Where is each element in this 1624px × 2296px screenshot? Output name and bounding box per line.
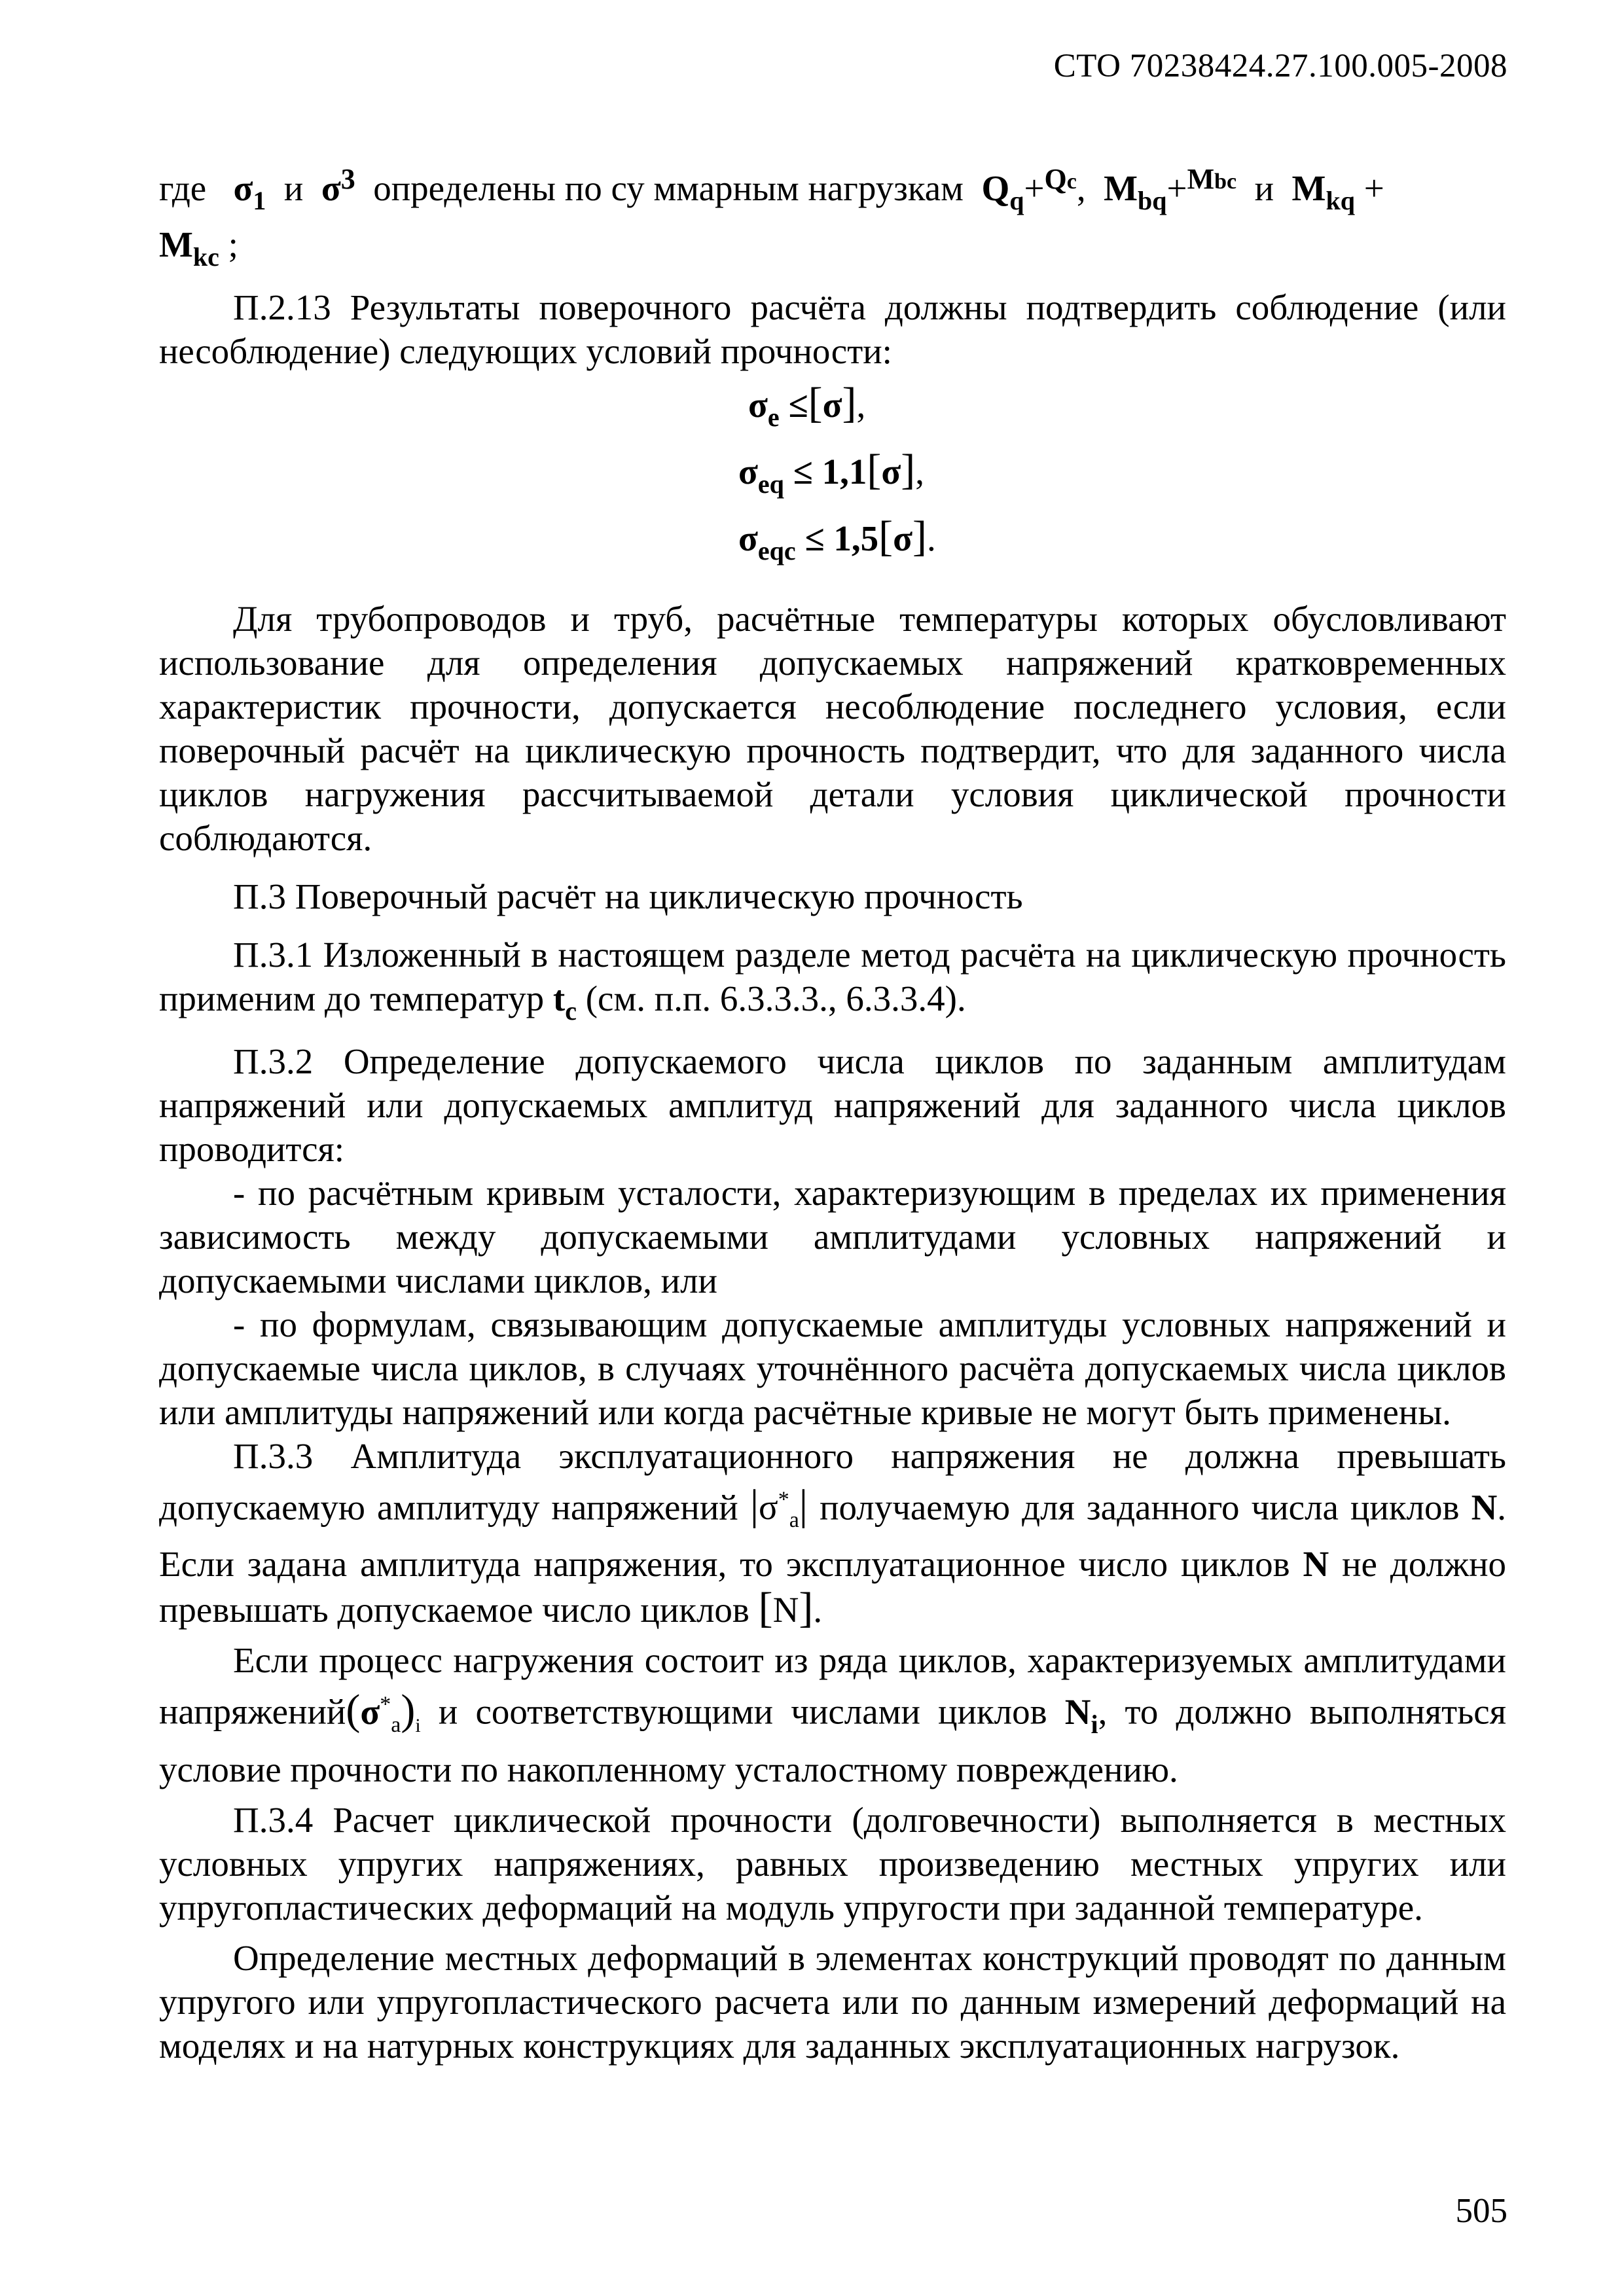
- allowable-cycles-symbol: [N]: [758, 1584, 814, 1632]
- amplitude-i-symbol: $(\sigma^*_a)_i$: [346, 1685, 421, 1737]
- strength-conditions: [159, 377, 1506, 577]
- allowable-amplitude-symbol: $|\sigma^*_a|$: [749, 1481, 808, 1533]
- t-c-symbol: $t_c$: [552, 978, 577, 1026]
- q-c-symbol: Qc: [1044, 163, 1077, 195]
- m-kc-symbol: $M_{kc}$: [159, 224, 219, 272]
- formula-condition-1: $\sigma_e \le[\sigma]$,: [748, 379, 866, 432]
- paragraph-p2-13: П.2.13 Результаты поверочного расчёта должны подтвердить соблюдение (или несоблюдение) следующих условий прочности:: [159, 287, 1506, 371]
- q-q-symbol: $Q_q$: [981, 168, 1024, 215]
- m-bq-symbol: $M_{bq}$: [1104, 168, 1167, 215]
- paragraph-p3-1: П.3.1 Изложенный в настоящем разделе метод расчёта на циклическую прочность применим до температур $t_c$ (см. п.п. 6.3.3.3., 6.3.3.4).: [159, 935, 1506, 1026]
- document-code-header: СТО 70238424.27.100.005-2008: [1053, 48, 1507, 84]
- paragraph-process: Если процесс нагружения состоит из ряда циклов, характеризуемых амплитудами $напряжений(\sigma^*_a)_i$ и соответствующими числами циклов $N_i$, то должно выполняться условие прочности по накопленному усталостному повреждению.: [159, 1640, 1506, 1789]
- paragraph-where: где $\sigma_1$ и $\sigma^3$ определены по су ммарным нагрузкам $Q_q+^{Qc}$, $M_{bq}+^{Mbc}$ и $M_{kq}$ + $M_{kc}$ ;: [159, 163, 1384, 272]
- sigma-3-symbol: $\sigma^3$: [321, 163, 355, 208]
- page-body: [159, 157, 1506, 2068]
- m-kq-symbol: $M_{kq}$: [1291, 168, 1355, 215]
- n-i-symbol: $N_i$: [1064, 1691, 1098, 1739]
- section-p3-heading: П.3 Поверочный расчёт на циклическую прочность: [233, 876, 1023, 916]
- paragraph-p3-4: П.3.4 Расчет циклической прочности (долговечности) выполняется в местных условных упругих напряжениях, равных произведению местных упругих или упругопластических деформаций на модуль упругости при заданной температуре.: [159, 1799, 1506, 1928]
- paragraph-p3-3: П.3.3 Амплитуда эксплуатационного напряжения не должна превышать допускаемую амплитуду напряжений $|\sigma^*_a|$ получаемую для заданного числа циклов N. Если задана амплитуда напряжения, то эксплуатационное число циклов N не должно превышать допускаемое число циклов [N].: [159, 1436, 1507, 1632]
- n-symbol: N: [1303, 1544, 1329, 1585]
- paragraph-p3-2: П.3.2 Определение допускаемого числа циклов по заданным амплитудам напряжений или допускаемых амплитуд напряжений для заданного числа циклов проводится:: [159, 1041, 1506, 1169]
- n-symbol: N: [1471, 1487, 1498, 1528]
- sigma-1-symbol: $\sigma_1$: [233, 168, 266, 215]
- formula-condition-2: $\sigma_{eq} \le 1,1[\sigma]$,: [738, 446, 924, 499]
- list-item: - по формулам, связывающим допускаемые амплитуды условных напряжений и допускаемые числа циклов, в случаях уточнённого расчёта допускаемых числа циклов или амплитуды напряжений или когда расчётные кривые не могут быть применены.: [159, 1304, 1506, 1432]
- m-bc-symbol: Mbc: [1187, 163, 1237, 195]
- paragraph-pipes: Для трубопроводов и труб, расчётные температуры которых обусловливают использование для определения допускаемых напряжений кратковременных характеристик прочности, допускается несоблюдение последнего условия, если поверочный расчёт на циклическую прочность подтвердит, что для заданного числа циклов нагружения рассчитываемой детали условия циклической прочности соблюдаются.: [159, 599, 1506, 858]
- paragraph-local-deformations: Определение местных деформаций в элементах конструкций проводят по данным упругого или упругопластического расчета или по данным измерений деформаций на моделях и на натурных конструкциях для заданных эксплуатационных нагрузок.: [159, 1937, 1506, 2066]
- page-number: 505: [1455, 2192, 1507, 2230]
- list-item: - по расчётным кривым усталости, характеризующим в пределах их применения зависимость между допускаемыми амплитудами условных напряжений и допускаемыми числами циклов, или: [159, 1173, 1506, 1300]
- formula-condition-3: $\sigma_{eqc} \le 1,5[\sigma]$.: [738, 512, 936, 565]
